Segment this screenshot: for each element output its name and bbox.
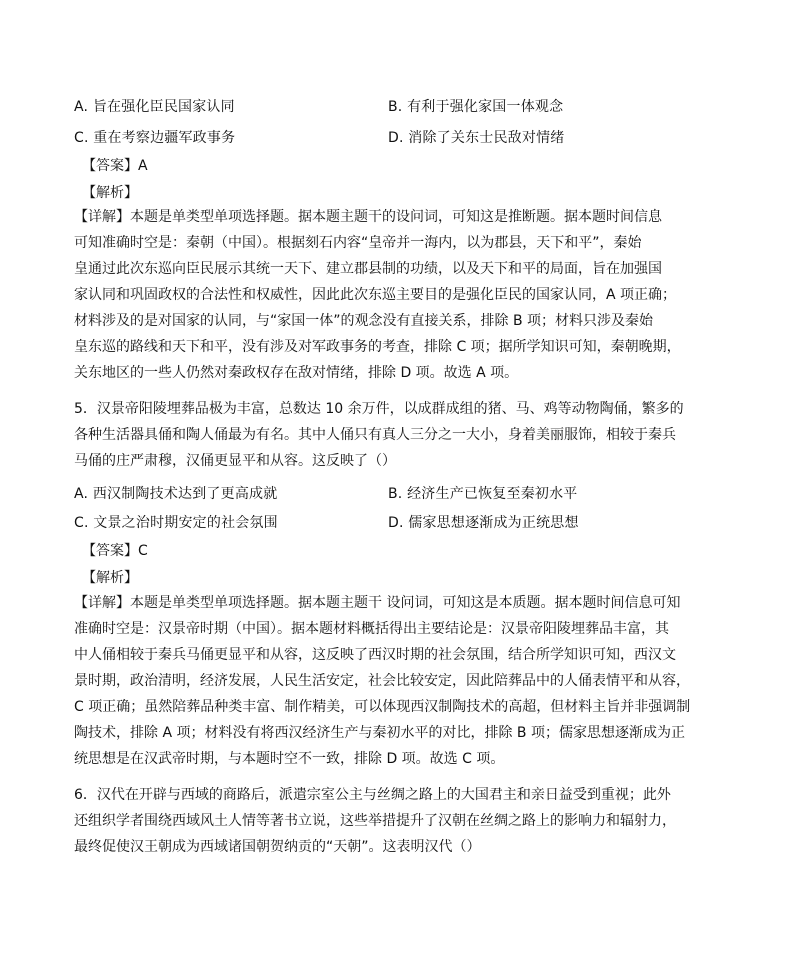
q4-detail-line: 家认同和巩固政权的合法性和权威性，因此此次东巡主要目的是强化臣民的国家认同，A 项正确；: [74, 287, 677, 303]
q5-detail-line: 准确时空是：汉景帝时期（中国）。据本题材料概括得出主要结论是：汉景帝阳陵埋葬品丰富，其: [74, 621, 669, 637]
q5-answer: 【答案】C: [82, 543, 148, 559]
q5-option-a: A. 西汉制陶技术达到了更高成就: [74, 486, 278, 502]
q6-stem: [74, 782, 714, 860]
q5-detail-line: 景时期，政治清明，经济发展，人民生活安定，社会比较安定，因此陪葬品中的人俑表情平和从容，: [74, 673, 690, 689]
q4-option-a: A. 旨在强化臣民国家认同: [74, 99, 235, 115]
q6-stem-line: 还组织学者围绕西域风土人情等著书立说，这些举措提升了汉朝在丝绸之路上的影响力和辐射力，: [74, 813, 676, 829]
q4-detail-line: 皇东巡的路线和天下和平，没有涉及对军政事务的考查，排除 C 项；据所学知识可知，秦朝晚期，: [74, 339, 681, 355]
q5-detail-line: C 项正确；虽然陪葬品种类丰富、制作精美，可以体现西汉制陶技术的高超，但材料主旨并非强调制: [74, 699, 691, 715]
q5-detail-line: 陶技术，排除 A 项；材料没有将西汉经济生产与秦初水平的对比，排除 B 项；儒家思想逐渐成为正: [74, 725, 685, 741]
q4-detail-line: 材料涉及的是对国家的认同，与“家国一体”的观念没有直接关系，排除 B 项；材料只涉及秦始: [74, 313, 654, 329]
q4-detail-line: 关东地区的一些人仍然对秦政权存在敌对情绪，排除 D 项。故选 A 项。: [74, 365, 519, 381]
q4-analysis-label: 【解析】: [82, 185, 138, 201]
q5-detail-line: 中人俑相较于秦兵马俑更显平和从容，这反映了西汉时期的社会氛围，结合所学知识可知，西汉文: [74, 647, 676, 663]
q5-option-b: B. 经济生产已恢复至秦初水平: [388, 486, 578, 502]
q4-option-b: B. 有利于强化家国一体观念: [388, 99, 564, 115]
q4-answer: 【答案】A: [82, 158, 148, 174]
q5-option-d: D. 儒家思想逐渐成为正统思想: [388, 515, 579, 531]
q4-detail-line: 皇通过此次东巡向臣民展示其统一天下、建立郡县制的功绩，以及天下和平的局面，旨在加强国: [74, 261, 662, 277]
q4-option-d: D. 消除了关东士民敌对情绪: [388, 130, 565, 146]
q6-stem-line: 6．汉代在开辟与西域的商路后，派遣宗室公主与丝绸之路上的大国君主和亲日益受到重视；此外: [74, 787, 671, 803]
q5-stem-line: 5．汉景帝阳陵埋葬品极为丰富，总数达 10 余万件，以成群成组的猪、马、鸡等动物陶俑，繁多的: [74, 401, 684, 417]
q5-stem: [74, 396, 714, 474]
q4-detail-line: 可知准确时空是：秦朝（中国）。根据刻石内容“皇帝并一海内，以为郡县，天下和平”，秦始: [74, 235, 642, 251]
q5-option-c: C. 文景之治时期安定的社会氛围: [74, 515, 278, 531]
q5-stem-line: 各种生活器具俑和陶人俑最为有名。其中人俑只有真人三分之一大小，身着美丽服饰，相较于秦兵: [74, 427, 676, 443]
q5-detail-line: 统思想是在汉武帝时期，与本题时空不一致，排除 D 项。故选 C 项。: [74, 751, 505, 767]
q5-detail-line: 【详解】本题是单类型单项选择题。据本题主题干 设问词，可知这是本质题。据本题时间信息可知: [74, 595, 681, 611]
q4-option-c: C. 重在考察边疆军政事务: [74, 130, 236, 146]
q5-detail-paragraph: [74, 590, 714, 772]
q5-analysis-label: 【解析】: [82, 570, 138, 586]
q4-detail-paragraph: [74, 204, 714, 386]
q4-detail-line: 【详解】本题是单类型单项选择题。据本题主题干的设问词，可知这是推断题。据本题时间信息: [74, 209, 662, 225]
q6-stem-line: 最终促使汉王朝成为西域诸国朝贺纳贡的“天朝”。这表明汉代（）: [74, 839, 481, 855]
q5-stem-line: 马俑的庄严肃穆，汉俑更显平和从容。这反映了（）: [74, 453, 396, 469]
